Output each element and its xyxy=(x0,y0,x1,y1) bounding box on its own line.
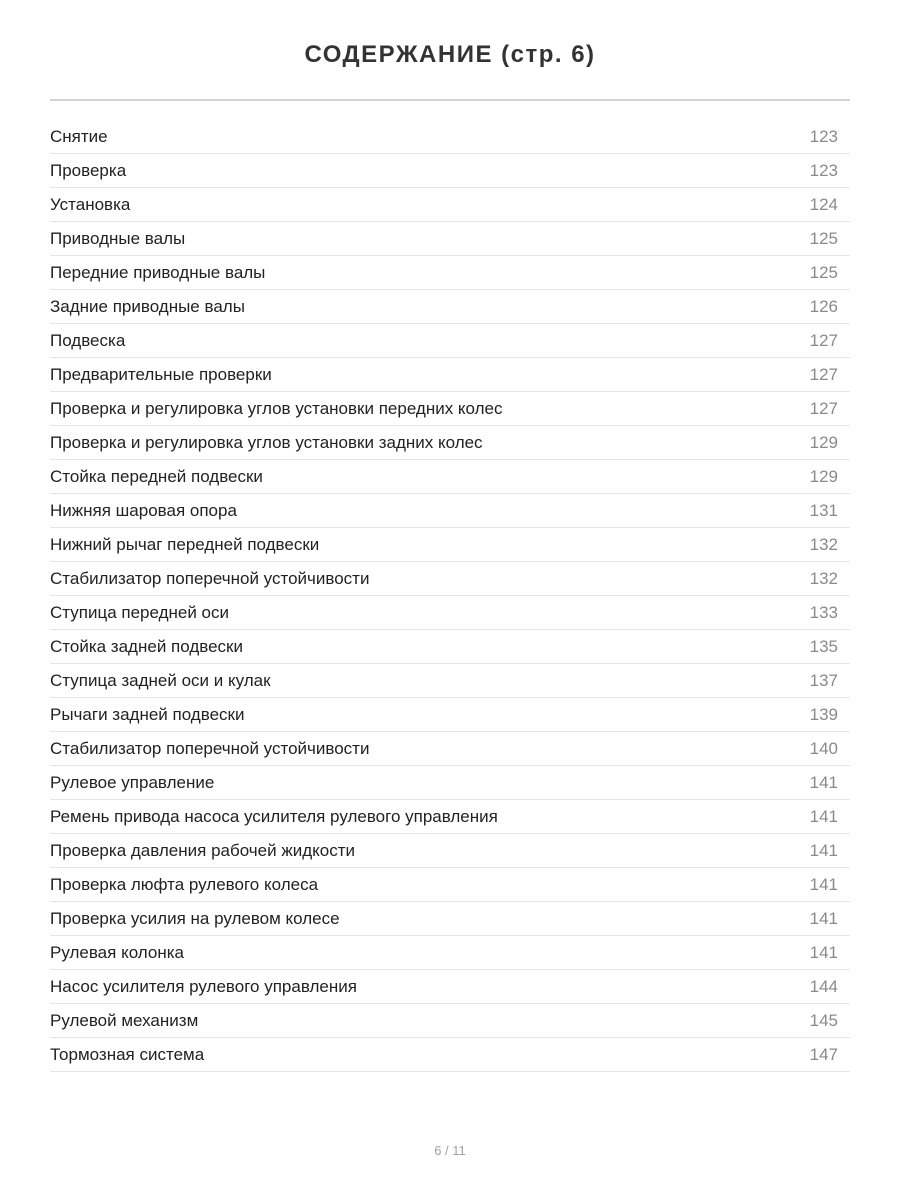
toc-entry-page-number: 133 xyxy=(809,602,838,622)
toc-entry-page-number: 131 xyxy=(809,500,838,520)
toc-entry[interactable] xyxy=(50,358,850,392)
toc-entry[interactable] xyxy=(50,1038,850,1072)
toc-entry-page-number: 141 xyxy=(809,874,838,894)
toc-entry-label: Рулевой механизм xyxy=(50,1010,199,1030)
toc-entry-page-number: 129 xyxy=(809,432,838,452)
page-title: СОДЕРЖАНИЕ (стр. 6) xyxy=(304,41,596,68)
toc-entry-page-number: 147 xyxy=(809,1044,838,1064)
toc-entry[interactable] xyxy=(50,290,850,324)
toc-entry-page-number: 141 xyxy=(809,772,838,792)
toc-entry-label: Проверка люфта рулевого колеса xyxy=(50,874,319,894)
toc-entry-label: Проверка давления рабочей жидкости xyxy=(50,840,355,860)
toc-entry-page-number: 141 xyxy=(809,840,838,860)
toc-entry[interactable] xyxy=(50,664,850,698)
toc-entry-label: Установка xyxy=(50,194,131,214)
toc-entry[interactable] xyxy=(50,562,850,596)
toc-entry-page-number: 125 xyxy=(809,262,838,282)
toc-entry-page-number: 141 xyxy=(809,942,838,962)
toc-entry[interactable] xyxy=(50,460,850,494)
toc-entry[interactable] xyxy=(50,494,850,528)
toc-entry[interactable] xyxy=(50,426,850,460)
toc-entry-page-number: 127 xyxy=(809,364,838,384)
toc-entry-page-number: 141 xyxy=(809,908,838,928)
toc-entry-label: Проверка xyxy=(50,160,127,180)
toc-entry-page-number: 132 xyxy=(809,534,838,554)
toc-entry-label: Проверка и регулировка углов установки задних колес xyxy=(50,432,483,452)
toc-entry-page-number: 145 xyxy=(809,1010,838,1030)
toc-entry-label: Насос усилителя рулевого управления xyxy=(50,976,357,996)
table-of-contents xyxy=(50,120,850,1072)
toc-entry[interactable] xyxy=(50,766,850,800)
toc-entry[interactable] xyxy=(50,834,850,868)
toc-entry[interactable] xyxy=(50,868,850,902)
toc-entry-page-number: 140 xyxy=(809,738,838,758)
toc-entry[interactable] xyxy=(50,120,850,154)
toc-entry[interactable] xyxy=(50,698,850,732)
toc-entry-page-number: 125 xyxy=(809,228,838,248)
toc-entry-page-number: 123 xyxy=(809,160,838,180)
toc-entry-page-number: 132 xyxy=(809,568,838,588)
toc-entry-label: Стойка задней подвески xyxy=(50,636,243,656)
toc-entry-label: Проверка усилия на рулевом колесе xyxy=(50,908,340,928)
toc-entry-page-number: 141 xyxy=(809,806,838,826)
toc-entry[interactable] xyxy=(50,324,850,358)
toc-entry-label: Нижняя шаровая опора xyxy=(50,500,237,520)
toc-entry-label: Рулевое управление xyxy=(50,772,215,792)
title-divider xyxy=(50,99,850,101)
toc-entry-label: Снятие xyxy=(50,126,108,146)
toc-entry[interactable] xyxy=(50,1004,850,1038)
toc-entry[interactable] xyxy=(50,222,850,256)
toc-entry-page-number: 139 xyxy=(809,704,838,724)
toc-entry-page-number: 124 xyxy=(809,194,838,214)
toc-entry-label: Ремень привода насоса усилителя рулевого управления xyxy=(50,806,498,826)
toc-entry-page-number: 127 xyxy=(809,330,838,350)
toc-entry[interactable] xyxy=(50,970,850,1004)
toc-entry[interactable] xyxy=(50,188,850,222)
toc-entry-label: Стойка передней подвески xyxy=(50,466,263,486)
toc-entry-page-number: 135 xyxy=(809,636,838,656)
toc-entry[interactable] xyxy=(50,732,850,766)
toc-entry-page-number: 127 xyxy=(809,398,838,418)
toc-entry[interactable] xyxy=(50,392,850,426)
toc-entry-label: Нижний рычаг передней подвески xyxy=(50,534,320,554)
toc-entry-label: Рычаги задней подвески xyxy=(50,704,245,724)
toc-entry[interactable] xyxy=(50,154,850,188)
toc-entry[interactable] xyxy=(50,596,850,630)
toc-entry-label: Подвеска xyxy=(50,330,126,350)
toc-entry-label: Предварительные проверки xyxy=(50,364,272,384)
toc-entry-label: Задние приводные валы xyxy=(50,296,245,316)
toc-entry[interactable] xyxy=(50,256,850,290)
toc-entry-label: Стабилизатор поперечной устойчивости xyxy=(50,568,370,588)
toc-entry-page-number: 144 xyxy=(809,976,838,996)
toc-entry[interactable] xyxy=(50,630,850,664)
toc-entry-label: Проверка и регулировка углов установки передних колес xyxy=(50,398,503,418)
toc-entry-label: Приводные валы xyxy=(50,228,186,248)
toc-entry[interactable] xyxy=(50,902,850,936)
toc-entry[interactable] xyxy=(50,800,850,834)
toc-entry-page-number: 129 xyxy=(809,466,838,486)
toc-entry-label: Ступица передней оси xyxy=(50,602,229,622)
toc-entry-label: Стабилизатор поперечной устойчивости xyxy=(50,738,370,758)
toc-entry-label: Передние приводные валы xyxy=(50,262,266,282)
page-indicator: 6 / 11 xyxy=(434,1143,466,1158)
toc-entry-page-number: 137 xyxy=(809,670,838,690)
toc-entry-label: Тормозная система xyxy=(50,1044,205,1064)
toc-entry[interactable] xyxy=(50,528,850,562)
toc-entry-page-number: 123 xyxy=(809,126,838,146)
toc-entry[interactable] xyxy=(50,936,850,970)
toc-entry-label: Рулевая колонка xyxy=(50,942,184,962)
toc-entry-label: Ступица задней оси и кулак xyxy=(50,670,271,690)
toc-entry-page-number: 126 xyxy=(809,296,838,316)
